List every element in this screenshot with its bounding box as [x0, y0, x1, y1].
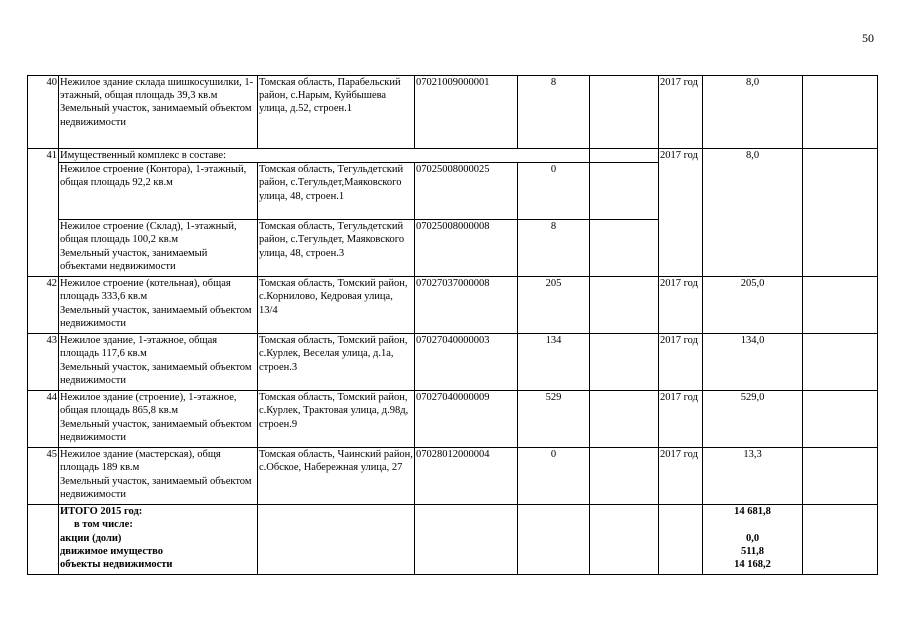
year-cell: 2017 год — [659, 391, 703, 448]
shares-label: акции (доли) — [60, 532, 122, 544]
table-row — [28, 277, 878, 334]
year-cell: 2017 год — [659, 277, 703, 334]
empty-cell — [803, 448, 878, 505]
empty-cell — [803, 277, 878, 334]
table-row — [28, 391, 878, 448]
empty-cell — [590, 149, 659, 163]
object-name: Нежилое здание склада шишкосушилки, 1-этажный, общая площадь 39,3 кв.м Земельный участок, занимаемый объектом недвижимости — [60, 77, 254, 128]
count-cell: 8 — [518, 220, 590, 277]
row-number-cell: 44 — [28, 391, 59, 448]
cadastral-code-cell: 07027040000003 — [415, 334, 518, 391]
realty-value: 14 168,2 — [734, 559, 771, 571]
empty-cell — [28, 505, 59, 575]
object-name-cell — [59, 277, 258, 334]
cadastral-code-cell: 07027037000008 — [415, 277, 518, 334]
table-row — [28, 76, 878, 149]
empty-cell — [659, 505, 703, 575]
page-number: 50 — [862, 31, 874, 45]
spacer — [704, 518, 801, 531]
table-row — [28, 149, 878, 163]
count-cell: 0 — [518, 163, 590, 220]
count-cell: 529 — [518, 391, 590, 448]
object-name-cell — [59, 163, 258, 220]
object-name-cell — [59, 391, 258, 448]
empty-cell — [590, 505, 659, 575]
row-number-cell: 43 — [28, 334, 59, 391]
count-cell: 0 — [518, 448, 590, 505]
cadastral-code-cell: 07025008000025 — [415, 163, 518, 220]
totals-labels-cell — [59, 505, 258, 575]
address-cell: Томская область, Парабельский район, с.Нарым, Куйбышева улица, д.52, строен.1 — [258, 76, 415, 149]
count-cell: 205 — [518, 277, 590, 334]
row-number-cell: 41 — [28, 149, 59, 277]
object-name: Нежилое здание (мастерская), общя площадь 189 кв.м Земельный участок, занимаемый объектом недвижимости — [60, 449, 252, 500]
address-cell: Томская область, Томский район, с.Курлек, Веселая улица, д.1а, строен.3 — [258, 334, 415, 391]
value-cell: 205,0 — [703, 277, 803, 334]
cadastral-code-cell: 07027040000009 — [415, 391, 518, 448]
row-number-cell: 45 — [28, 448, 59, 505]
object-name-cell — [59, 76, 258, 149]
realty-label: объекты недвижимости — [60, 559, 173, 571]
value-cell: 529,0 — [703, 391, 803, 448]
value-cell: 8,0 — [703, 149, 803, 277]
movable-label: движимое имущество — [60, 545, 164, 557]
object-name-cell — [59, 448, 258, 505]
row-number-cell: 40 — [28, 76, 59, 149]
table-body — [28, 76, 878, 575]
empty-cell — [590, 391, 659, 448]
empty-cell — [590, 163, 659, 220]
property-table — [27, 75, 878, 575]
value-cell: 8,0 — [703, 76, 803, 149]
address-cell: Томская область, Тегульдетский район, с.Тегульдет, Маяковского улица, 48, строен.3 — [258, 220, 415, 277]
shares-value: 0,0 — [745, 532, 760, 544]
cadastral-code-cell: 07028012000004 — [415, 448, 518, 505]
year-cell: 2017 год — [659, 448, 703, 505]
empty-cell — [803, 76, 878, 149]
empty-cell — [518, 505, 590, 575]
movable-value: 511,8 — [740, 545, 765, 557]
object-name: Нежилое здание (строение), 1-этажное, общая площадь 865,8 кв.м Земельный участок, занимаемый объектом недвижимости — [60, 392, 252, 443]
empty-cell — [803, 149, 878, 277]
including-label: в том числе: — [74, 519, 133, 531]
address-cell: Томская область, Томский район, с.Курлек, Трактовая улица, д.98д, строен.9 — [258, 391, 415, 448]
empty-cell — [590, 277, 659, 334]
object-name: Нежилое строение (Склад), 1-этажный, общая площадь 100,2 кв.м Земельный участок, занимаемый объектами недвижимости — [60, 221, 237, 272]
empty-cell — [590, 448, 659, 505]
empty-cell — [415, 505, 518, 575]
object-name-cell — [59, 220, 258, 277]
empty-cell — [590, 334, 659, 391]
empty-cell — [590, 76, 659, 149]
empty-cell — [590, 220, 659, 277]
object-name: Нежилое здание, 1-этажное, общая площадь 117,6 кв.м Земельный участок, занимаемый объектом недвижимости — [60, 335, 252, 386]
complex-title-cell: Имущественный комплекс в составе: — [59, 149, 590, 163]
totals-values-cell — [703, 505, 803, 575]
empty-cell — [803, 334, 878, 391]
empty-cell — [258, 505, 415, 575]
year-cell: 2017 год — [659, 149, 703, 277]
cadastral-code-cell: 07025008000008 — [415, 220, 518, 277]
object-name-cell — [59, 334, 258, 391]
table-row — [28, 448, 878, 505]
totals-row — [28, 505, 878, 575]
year-cell: 2017 год — [659, 334, 703, 391]
table-row — [28, 334, 878, 391]
empty-cell — [803, 391, 878, 448]
year-cell: 2017 год — [659, 76, 703, 149]
total-value: 14 681,8 — [734, 506, 771, 518]
value-cell: 13,3 — [703, 448, 803, 505]
address-cell: Томская область, Тегульдетский район, с.Тегульдет,Маяковского улица, 48, строен.1 — [258, 163, 415, 220]
object-name: Нежилое строение (Контора), 1-этажный, общая площадь 92,2 кв.м — [60, 164, 247, 189]
address-cell: Томская область, Чаинский район, с.Обское, Набережная улица, 27 — [258, 448, 415, 505]
address-cell: Томская область, Томский район, с.Корнилово, Кедровая улица, 13/4 — [258, 277, 415, 334]
count-cell: 134 — [518, 334, 590, 391]
empty-cell — [803, 505, 878, 575]
totals-label: ИТОГО 2015 год: — [60, 506, 143, 518]
cadastral-code-cell: 07021009000001 — [415, 76, 518, 149]
value-cell: 134,0 — [703, 334, 803, 391]
count-cell: 8 — [518, 76, 590, 149]
object-name: Нежилое строение (котельная), общая площадь 333,6 кв.м Земельный участок, занимаемый объектом недвижимости — [60, 278, 252, 329]
row-number-cell: 42 — [28, 277, 59, 334]
